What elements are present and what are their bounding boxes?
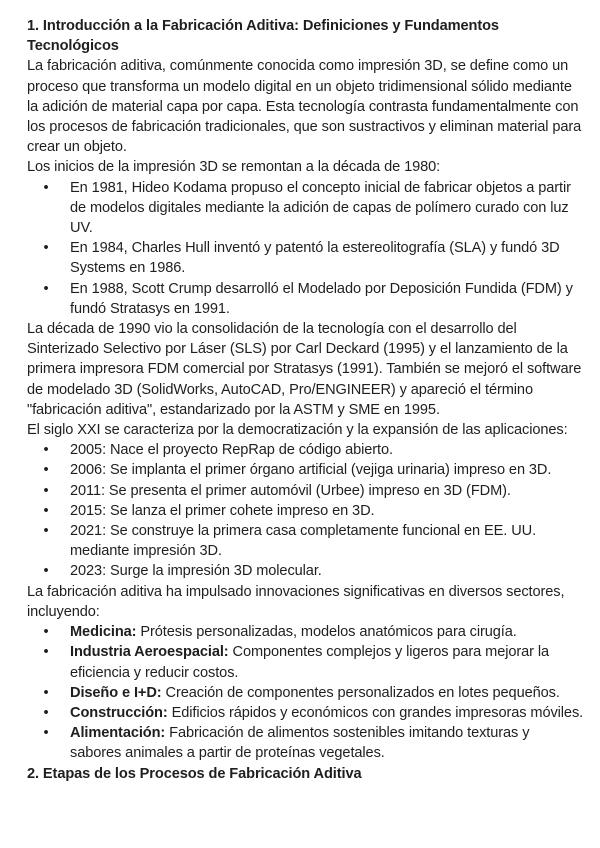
nineties-paragraph: La década de 1990 vio la consolidación de la tecnología con el desarrollo del Sinterizado Selectivo por Láser (SLS) por Carl Deckard (1995) y el lanzamiento de la primera impresora FDM comercial por Stratasys (1991). También se mejoró el software de modelado 3D (SolidWorks, AutoCAD, Pro/ENGINEER) y apareció el término "fabricación aditiva", estandarizado por la ASTM y SME en 1995. <box>27 321 582 418</box>
xxi-list <box>27 440 584 581</box>
bullet-icon: • <box>43 280 49 297</box>
intro-paragraph: La fabricación aditiva, comúnmente conocida como impresión 3D, se define como un proceso que transforma un modelo digital en un objeto tridimensional sólido mediante la adición de material capa por capa. Esta tecnología contrasta fundamentalmente con los procesos de fabricación tradicionales, que son sustractivos y eliminan material para crear un objeto. <box>27 58 582 156</box>
bullet-icon: • <box>43 624 49 641</box>
bullet-icon: • <box>43 482 49 499</box>
list-item: • En 1988, Scott Crump desarrolló el Modelado por Deposición Fundida (FDM) y fundó Stratasys en 1991. <box>27 279 584 319</box>
list-item <box>27 642 584 682</box>
sector-name: Construcción: <box>70 704 168 721</box>
bullet-icon: • <box>43 563 49 580</box>
sector-name: Alimentación: <box>70 725 166 742</box>
sector-name: Medicina: <box>70 624 137 641</box>
bullet-icon: • <box>43 704 49 721</box>
list-item <box>27 622 584 642</box>
bullet-icon: • <box>43 502 49 519</box>
origins-intro: Los inicios de la impresión 3D se remontan a la década de 1980: <box>27 159 441 176</box>
list-item: • En 1984, Charles Hull inventó y patentó la estereolitografía (SLA) y fundó 3D Systems en 1986. <box>27 238 584 278</box>
list-item: • 2023: Surge la impresión 3D molecular. <box>27 561 584 581</box>
bullet-icon: • <box>43 644 49 661</box>
sector-name: Diseño e I+D: <box>70 684 162 701</box>
sectors-intro: La fabricación aditiva ha impulsado innovaciones significativas en diversos sectores, incluyendo: <box>27 583 565 620</box>
section-1-heading: 1. Introducción a la Fabricación Aditiva: Definiciones y Fundamentos Tecnológicos <box>27 18 499 55</box>
list-item <box>27 723 584 763</box>
list-item <box>27 683 584 703</box>
bullet-icon: • <box>43 725 49 742</box>
sectors-list <box>27 622 584 763</box>
section-2-heading: 2. Etapas de los Procesos de Fabricación Aditiva <box>27 765 362 782</box>
bullet-icon: • <box>43 523 49 540</box>
xxi-intro: El siglo XXI se caracteriza por la democratización y la expansión de las aplicaciones: <box>27 422 568 439</box>
sector-description: Prótesis personalizadas, modelos anatómicos para cirugía. <box>136 624 517 641</box>
sector-description: Edificios rápidos y económicos con grandes impresoras móviles. <box>167 704 584 721</box>
list-item: • 2015: Se lanza el primer cohete impreso en 3D. <box>27 501 584 521</box>
list-item <box>27 703 584 723</box>
origins-list <box>27 178 584 319</box>
list-item: • 2005: Nace el proyecto RepRap de código abierto. <box>27 440 584 460</box>
bullet-icon: • <box>43 684 49 701</box>
bullet-icon: • <box>43 462 49 479</box>
sector-description: Creación de componentes personalizados en lotes pequeños. <box>161 684 560 701</box>
list-item: • 2006: Se implanta el primer órgano artificial (vejiga urinaria) impreso en 3D. <box>27 460 584 480</box>
bullet-icon: • <box>43 179 49 196</box>
list-item: • 2011: Se presenta el primer automóvil (Urbee) impreso en 3D (FDM). <box>27 481 584 501</box>
sector-description: Componentes complejos y ligeros para mejorar la eficiencia y reducir costos. <box>70 644 550 681</box>
bullet-icon: • <box>43 442 49 459</box>
list-item: • 2021: Se construye la primera casa completamente funcional en EE. UU. mediante impresión 3D. <box>27 521 584 561</box>
sector-description: Fabricación de alimentos sostenibles imitando texturas y sabores animales a partir de proteínas vegetales. <box>70 725 530 762</box>
sector-name: Industria Aeroespacial: <box>70 644 229 661</box>
list-item: • En 1981, Hideo Kodama propuso el concepto inicial de fabricar objetos a partir de modelos digitales mediante la adición de capas de polímero curado con luz UV. <box>27 178 584 239</box>
bullet-icon: • <box>43 240 49 257</box>
